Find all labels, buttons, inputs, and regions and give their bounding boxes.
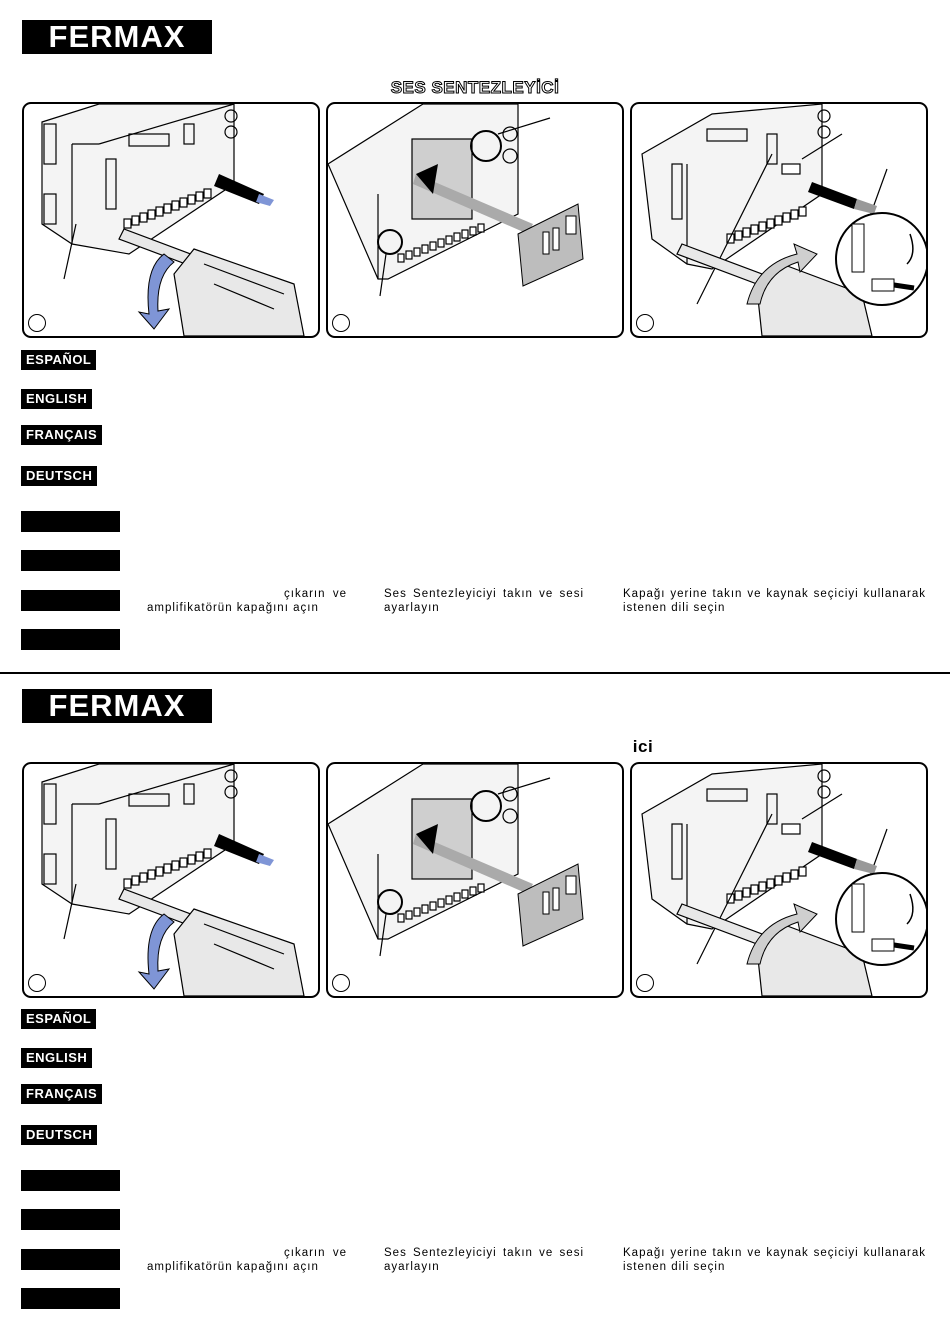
step-number-3 [636, 974, 654, 992]
synthesizer-insert-illustration [328, 764, 622, 996]
step-number-2 [332, 974, 350, 992]
step-3-caption: Kapağı yerine takın ve kaynak seçiciyi kullanarak istenen dili seçin [623, 1247, 926, 1273]
lang-tag-blank [21, 1288, 120, 1309]
step-number-2 [332, 314, 350, 332]
step-number-1 [28, 974, 46, 992]
page-title: ici [632, 737, 654, 756]
step-number-3 [636, 314, 654, 332]
magnifier-callout-icon [836, 873, 926, 965]
lang-tag-blank [21, 550, 120, 571]
lang-tag-blank [21, 590, 120, 611]
lang-tag-german: DEUTSCH [21, 466, 97, 486]
rotate-arrow-icon [139, 254, 174, 329]
step-1-illustration [22, 762, 320, 998]
lang-tag-english: ENGLISH [21, 1048, 92, 1068]
magnifier-callout-icon [836, 213, 926, 305]
lang-tag-spanish: ESPAÑOL [21, 350, 96, 370]
insert-arrow-icon [214, 834, 264, 864]
language-select-illustration [632, 104, 926, 336]
section-top [0, 0, 950, 660]
lang-tag-german: DEUTSCH [21, 1125, 97, 1145]
page-title: SES SENTEZLEYİCİ [390, 78, 560, 97]
section-bottom [0, 660, 950, 1320]
step-1-illustration [22, 102, 320, 338]
step-3-illustration [630, 762, 928, 998]
brand-logo: FERMAX [22, 689, 212, 723]
synthesizer-board [518, 204, 583, 286]
lang-tag-blank [21, 511, 120, 532]
step-number-1 [28, 314, 46, 332]
step-1-caption: çıkarın ve amplifikatörün kapağını açın [147, 1247, 347, 1273]
lang-tag-french: FRANÇAIS [21, 1084, 102, 1104]
lang-tag-english: ENGLISH [21, 389, 92, 409]
rotate-arrow-icon [139, 914, 174, 989]
step-2-caption: Ses Sentezleyiciyi takın ve sesi ayarlayın [384, 1247, 584, 1273]
amplifier-open-illustration [24, 764, 318, 996]
step-1-caption: çıkarın ve amplifikatörün kapağını açın [147, 588, 347, 614]
amplifier-open-illustration [24, 104, 318, 336]
step-2-caption: Ses Sentezleyiciyi takın ve sesi ayarlayın [384, 588, 584, 614]
lang-tag-blank [21, 1249, 120, 1270]
insert-arrow-icon [214, 174, 264, 204]
lang-tag-french: FRANÇAIS [21, 425, 102, 445]
brand-logo: FERMAX [22, 20, 212, 54]
step-2-illustration [326, 102, 624, 338]
step-3-illustration [630, 102, 928, 338]
lang-tag-spanish: ESPAÑOL [21, 1009, 96, 1029]
lang-tag-blank [21, 1209, 120, 1230]
language-select-illustration [632, 764, 926, 996]
synthesizer-insert-illustration [328, 104, 622, 336]
lang-tag-blank [21, 1170, 120, 1191]
lang-tag-blank [21, 629, 120, 650]
step-2-illustration [326, 762, 624, 998]
synthesizer-board [518, 864, 583, 946]
step-3-caption: Kapağı yerine takın ve kaynak seçiciyi kullanarak istenen dili seçin [623, 588, 926, 614]
